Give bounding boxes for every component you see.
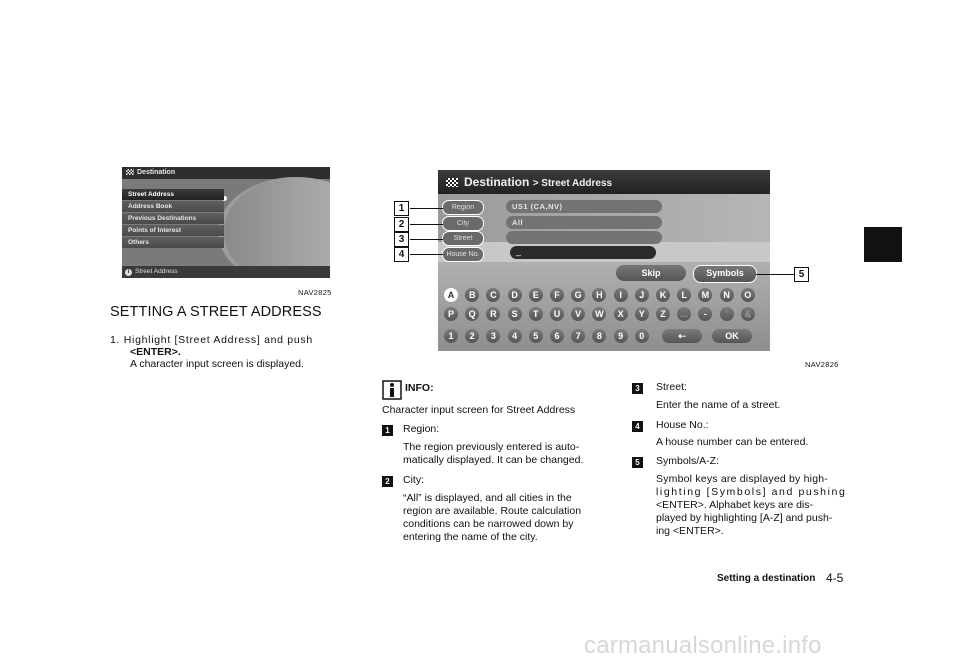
key-y[interactable]: Y	[635, 307, 649, 321]
item-4-line: A house number can be entered.	[656, 436, 809, 448]
step-1-key: <ENTER>.	[130, 346, 181, 358]
figure-code-2: NAV2826	[805, 360, 839, 369]
item-number-2: 2	[382, 476, 393, 487]
item-4-title: House No.:	[656, 419, 709, 431]
item-number-5: 5	[632, 457, 643, 468]
key-d[interactable]: D	[508, 288, 522, 302]
info-bar-text: Street Address	[135, 268, 178, 275]
figure-code-1: NAV2825	[298, 288, 332, 297]
key-t[interactable]: T	[529, 307, 543, 321]
item-5-title: Symbols/A-Z:	[656, 455, 720, 467]
screen-subtitle: > Street Address	[532, 178, 613, 189]
item-3-title: Street:	[656, 381, 687, 393]
page-number: 4-5	[826, 571, 844, 585]
item-number-3: 3	[632, 383, 643, 394]
destination-menu-list	[122, 189, 224, 249]
screen-info-bar	[122, 266, 330, 278]
key-c[interactable]: C	[486, 288, 500, 302]
key-o[interactable]: O	[741, 288, 755, 302]
key-a[interactable]: A	[444, 288, 458, 302]
key-m[interactable]: M	[698, 288, 712, 302]
menu-item-address-book[interactable]: Address Book	[122, 201, 224, 212]
house-no-input[interactable]: _	[510, 246, 656, 259]
item-5-line: lighting [Symbols] and pushing	[656, 486, 847, 498]
item-1-line: matically displayed. It can be changed.	[403, 454, 584, 466]
item-2-line: “All” is displayed, and all cities in the	[403, 492, 572, 504]
item-5-line: <ENTER>. Alphabet keys are dis-	[656, 499, 813, 511]
menu-arc-decoration	[218, 177, 330, 278]
item-2-title: City:	[403, 474, 424, 486]
key-g[interactable]: G	[571, 288, 585, 302]
key-q[interactable]: Q	[465, 307, 479, 321]
key-3[interactable]: 3	[486, 329, 500, 343]
watermark: carmanualsonline.info	[584, 632, 822, 659]
menu-item-street-address[interactable]: Street Address	[122, 189, 224, 200]
city-label-button[interactable]: City	[442, 216, 484, 231]
ok-key[interactable]: OK	[712, 329, 752, 343]
key-symbol[interactable]: &	[741, 307, 755, 321]
key-symbol[interactable]: -	[698, 307, 712, 321]
callout-3: 3	[394, 232, 409, 247]
character-input-screenshot	[438, 170, 770, 351]
callout-4: 4	[394, 247, 409, 262]
info-icon: i	[125, 269, 132, 276]
callout-2-line	[410, 224, 443, 225]
item-5-line: played by highlighting [A-Z] and push-	[656, 512, 833, 524]
street-value	[506, 231, 662, 244]
key-x[interactable]: X	[614, 307, 628, 321]
item-1-line: The region previously entered is auto-	[403, 441, 580, 453]
item-5-line: ing <ENTER>.	[656, 525, 724, 537]
key-f[interactable]: F	[550, 288, 564, 302]
key-p[interactable]: P	[444, 307, 458, 321]
item-2-line: conditions can be narrowed down by	[403, 518, 574, 530]
chapter-tab	[864, 227, 902, 262]
item-3-line: Enter the name of a street.	[656, 399, 781, 411]
callout-4-line	[410, 254, 443, 255]
street-label-button[interactable]: Street	[442, 231, 484, 246]
screen-title-bar	[438, 170, 770, 194]
key-8[interactable]: 8	[592, 329, 606, 343]
key-4[interactable]: 4	[508, 329, 522, 343]
info-icon	[382, 380, 402, 400]
key-9[interactable]: 9	[614, 329, 628, 343]
callout-3-line	[410, 239, 443, 240]
item-number-4: 4	[632, 421, 643, 432]
key-r[interactable]: R	[486, 307, 500, 321]
callout-5-line	[756, 274, 794, 275]
footer-section-title: Setting a destination	[717, 573, 816, 584]
key-s[interactable]: S	[508, 307, 522, 321]
screen-title: Destination	[137, 169, 176, 176]
symbols-button[interactable]: Symbols	[693, 265, 757, 283]
step-1-text: 1. Highlight [Street Address] and push	[110, 334, 313, 346]
key-l[interactable]: L	[677, 288, 691, 302]
key-w[interactable]: W	[592, 307, 606, 321]
destination-menu-screenshot	[122, 167, 330, 278]
back-key[interactable]: ⇠	[662, 329, 702, 343]
key-b[interactable]: B	[465, 288, 479, 302]
skip-button[interactable]: Skip	[616, 265, 686, 281]
key-i[interactable]: I	[614, 288, 628, 302]
item-1-title: Region:	[403, 423, 440, 435]
info-label: INFO:	[405, 382, 434, 394]
menu-item-others[interactable]: Others	[122, 237, 224, 248]
callout-1: 1	[394, 201, 409, 216]
menu-item-points-of-interest[interactable]: Points of Interest	[122, 225, 224, 236]
callout-1-line	[410, 208, 443, 209]
region-value: US1 (CA,NV)	[506, 200, 662, 213]
key-h[interactable]: H	[592, 288, 606, 302]
checkered-flag-icon	[126, 169, 134, 175]
key-2[interactable]: 2	[465, 329, 479, 343]
item-number-1: 1	[382, 425, 393, 436]
key-u[interactable]: U	[550, 307, 564, 321]
house-no-label-button[interactable]: House No.	[442, 247, 484, 262]
info-intro: Character input screen for Street Address	[382, 404, 576, 416]
key-1[interactable]: 1	[444, 329, 458, 343]
callout-5: 5	[794, 267, 809, 282]
step-1-result: A character input screen is displayed.	[130, 358, 304, 370]
key-5[interactable]: 5	[529, 329, 543, 343]
key-n[interactable]: N	[720, 288, 734, 302]
checkered-flag-icon	[446, 178, 458, 187]
key-0[interactable]: 0	[635, 329, 649, 343]
item-5-line: Symbol keys are displayed by high-	[656, 473, 828, 485]
key-v[interactable]: V	[571, 307, 585, 321]
key-z[interactable]: Z	[656, 307, 670, 321]
item-2-line: region are available. Route calculation	[403, 505, 582, 517]
key-e[interactable]: E	[529, 288, 543, 302]
key-k[interactable]: K	[656, 288, 670, 302]
screen-title: Destination	[464, 175, 530, 189]
menu-item-previous-destinations[interactable]: Previous Destinations	[122, 213, 224, 224]
item-2-line: entering the name of the city.	[403, 531, 538, 543]
key-6[interactable]: 6	[550, 329, 564, 343]
city-value: All	[506, 216, 662, 229]
section-heading: SETTING A STREET ADDRESS	[110, 304, 322, 320]
callout-2: 2	[394, 217, 409, 232]
key-symbol[interactable]: '	[720, 307, 734, 321]
key-j[interactable]: J	[635, 288, 649, 302]
region-label-button[interactable]: Region	[442, 200, 484, 215]
key-ellipsis[interactable]: ...	[677, 307, 691, 321]
key-7[interactable]: 7	[571, 329, 585, 343]
